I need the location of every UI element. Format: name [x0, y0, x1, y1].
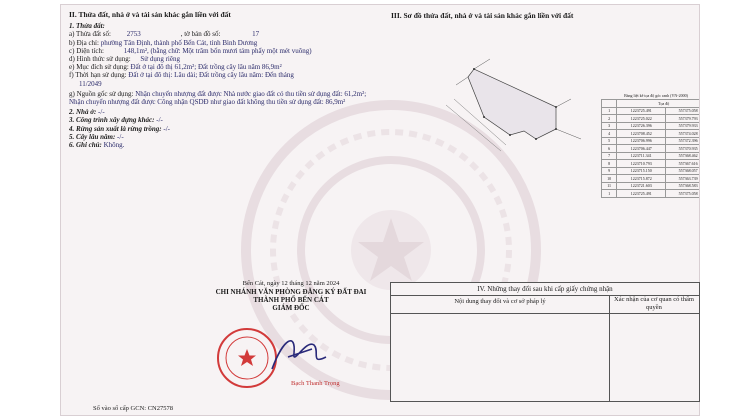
changes-confirm-header: Xác nhận của cơ quan có thẩm quyền: [614, 296, 694, 311]
changes-table: [390, 282, 700, 402]
coordinate-y: 557368.583: [666, 182, 700, 190]
usage-form-value: Sử dụng riêng: [140, 55, 180, 64]
coordinate-row: [602, 115, 701, 123]
changes-header-divider: [391, 313, 699, 314]
coordinate-x: 1223708.452: [617, 130, 666, 138]
point-number: 3: [602, 122, 617, 130]
coordinate-x: 1223725.491: [617, 190, 666, 198]
point-number: 11: [602, 182, 617, 190]
point-number: 1: [602, 107, 617, 115]
changes-confirm-column: [609, 295, 699, 312]
changes-title: IV. Những thay đổi sau khi cấp giấy chứng nhận: [391, 283, 699, 296]
coordinate-y: 557363.739: [666, 175, 700, 183]
certificate-serial: Số vào sổ cấp GCN: CN27578: [93, 405, 173, 412]
perennial-trees-value: -/-: [117, 132, 124, 141]
usage-term-value: Đất ở tại đô thị: Lâu dài; Đất trồng cây lâu năm: Đến tháng: [128, 71, 294, 80]
signer-role: GIÁM ĐỐC: [272, 304, 310, 312]
coordinate-x: 1223725.022: [617, 115, 666, 123]
usage-term-label: f) Thời hạn sử dụng:: [69, 71, 127, 80]
section-plot-diagram: [391, 11, 696, 23]
address-label: b) Địa chỉ:: [69, 38, 99, 47]
coordinate-table-title: Bảng liệt kê tọa độ góc ranh (VN-2000): [624, 93, 688, 98]
origin-value: Nhận chuyển nhượng đất được Nhà nước giao đất có thu tiền sử dụng đất: 61,2m²; Nhận chuyển nhượng đất được Công nhận QSDĐ như giao đất không thu tiền sử dụng đất: 86,9m²: [69, 89, 367, 107]
coordinate-row: [602, 122, 701, 130]
point-number: 6: [602, 145, 617, 153]
house-label: 2. Nhà ở:: [69, 108, 97, 117]
coordinate-table: [601, 93, 700, 198]
coordinate-header: Tọa độ: [617, 100, 700, 108]
point-number: 1: [602, 190, 617, 198]
coordinate-x: 1223715.872: [617, 175, 666, 183]
point-number: 8: [602, 160, 617, 168]
address-value: phường Tân Định, thành phố Bến Cát, tỉnh Bình Dương: [100, 38, 258, 47]
coordinate-y: 557368.462: [666, 152, 700, 160]
coordinate-y: 557374.028: [666, 130, 700, 138]
coordinate-y: 557370.935: [666, 145, 700, 153]
origin-label: g) Nguồn gốc sử dụng:: [69, 89, 134, 98]
forest-value: -/-: [163, 124, 170, 133]
usage-purpose-value: Đất ở tại đô thị 61,2m²; Đất trồng cây lâu năm 86,9m²: [130, 63, 282, 72]
coordinate-row: [602, 182, 701, 190]
section-land-info: [69, 11, 369, 149]
plot-number-label: a) Thửa đất số:: [69, 30, 111, 39]
map-sheet-label: , tờ bản đồ số:: [180, 30, 221, 39]
coordinate-y: 557368.057: [666, 167, 700, 175]
coordinate-x: 1223706.447: [617, 145, 666, 153]
issuing-city: THÀNH PHỐ BẾN CÁT: [253, 296, 329, 304]
map-sheet-value: 17: [252, 30, 260, 39]
coordinate-x: 1223710.793: [617, 160, 666, 168]
point-number: 7: [602, 152, 617, 160]
point-number: 2: [602, 115, 617, 123]
coordinate-y: 557379.793: [666, 115, 700, 123]
coordinate-row: [602, 190, 701, 198]
usage-purpose-label: e) Mục đích sử dụng:: [69, 63, 129, 72]
handwritten-signature: [266, 327, 336, 379]
changes-content-header: Nội dung thay đổi và cơ sở pháp lý: [454, 298, 546, 305]
note-value: Không.: [103, 141, 125, 150]
coordinate-row: [602, 175, 701, 183]
signature-block: [201, 280, 381, 312]
coordinate-y: 557375.058: [666, 107, 700, 115]
land-plot-heading: 1. Thửa đất:: [69, 22, 105, 31]
house-value: -/-: [98, 108, 105, 117]
point-number: 4: [602, 130, 617, 138]
coordinate-row: [602, 130, 701, 138]
coordinate-row: [602, 167, 701, 175]
usage-form-label: d) Hình thức sử dụng:: [69, 55, 131, 64]
perennial-trees-label: 5. Cây lâu năm:: [69, 132, 116, 141]
coordinate-x: 1223711.341: [617, 152, 666, 160]
coordinate-row: [602, 107, 701, 115]
forest-label: 4. Rừng sản xuất là rừng trồng:: [69, 124, 162, 133]
coordinate-y: 557372.396: [666, 137, 700, 145]
diagram-title: III. Sơ đồ thửa đất, nhà ở và tài sản khác gắn liền với đất: [391, 11, 574, 20]
point-number: 5: [602, 137, 617, 145]
area-label: c) Diện tích:: [69, 46, 104, 55]
note-label: 6. Ghi chú:: [69, 141, 102, 150]
coordinate-x: 1223721.603: [617, 182, 666, 190]
coordinate-x: 1223706.996: [617, 137, 666, 145]
section-title: II. Thửa đất, nhà ở và tài sản khác gắn liền với đất: [69, 10, 231, 19]
point-number: 10: [602, 175, 617, 183]
point-number: 9: [602, 167, 617, 175]
other-construction-label: 3. Công trình xây dựng khác:: [69, 116, 155, 125]
coordinate-x: 1223715.150: [617, 167, 666, 175]
issue-date: Bến Cát, ngày 12 tháng 12 năm 2024: [242, 280, 340, 287]
plot-number-value: 2753: [126, 30, 141, 39]
coordinate-y: 557375.058: [666, 190, 700, 198]
coordinate-row: [602, 160, 701, 168]
coordinate-row: [602, 137, 701, 145]
issuing-office: CHI NHÁNH VĂN PHÒNG ĐĂNG KÝ ĐẤT ĐAI: [215, 288, 367, 296]
other-construction-value: -/-: [156, 116, 163, 125]
signer-name: Bạch Thanh Trọng: [291, 380, 340, 387]
coordinate-row: [602, 145, 701, 153]
coordinate-y: 557379.933: [666, 122, 700, 130]
plot-diagram: [406, 55, 606, 165]
usage-term-value-2: 11/2049: [79, 79, 102, 88]
coordinate-row: [602, 152, 701, 160]
coordinate-x: 1223725.491: [617, 107, 666, 115]
coordinate-x: 1223726.396: [617, 122, 666, 130]
coordinate-y: 557367.616: [666, 160, 700, 168]
changes-content-column: [391, 295, 610, 402]
area-value: 148,1m², (bằng chữ: Một trăm bốn mươi tám phẩy một mét vuông): [123, 46, 312, 55]
